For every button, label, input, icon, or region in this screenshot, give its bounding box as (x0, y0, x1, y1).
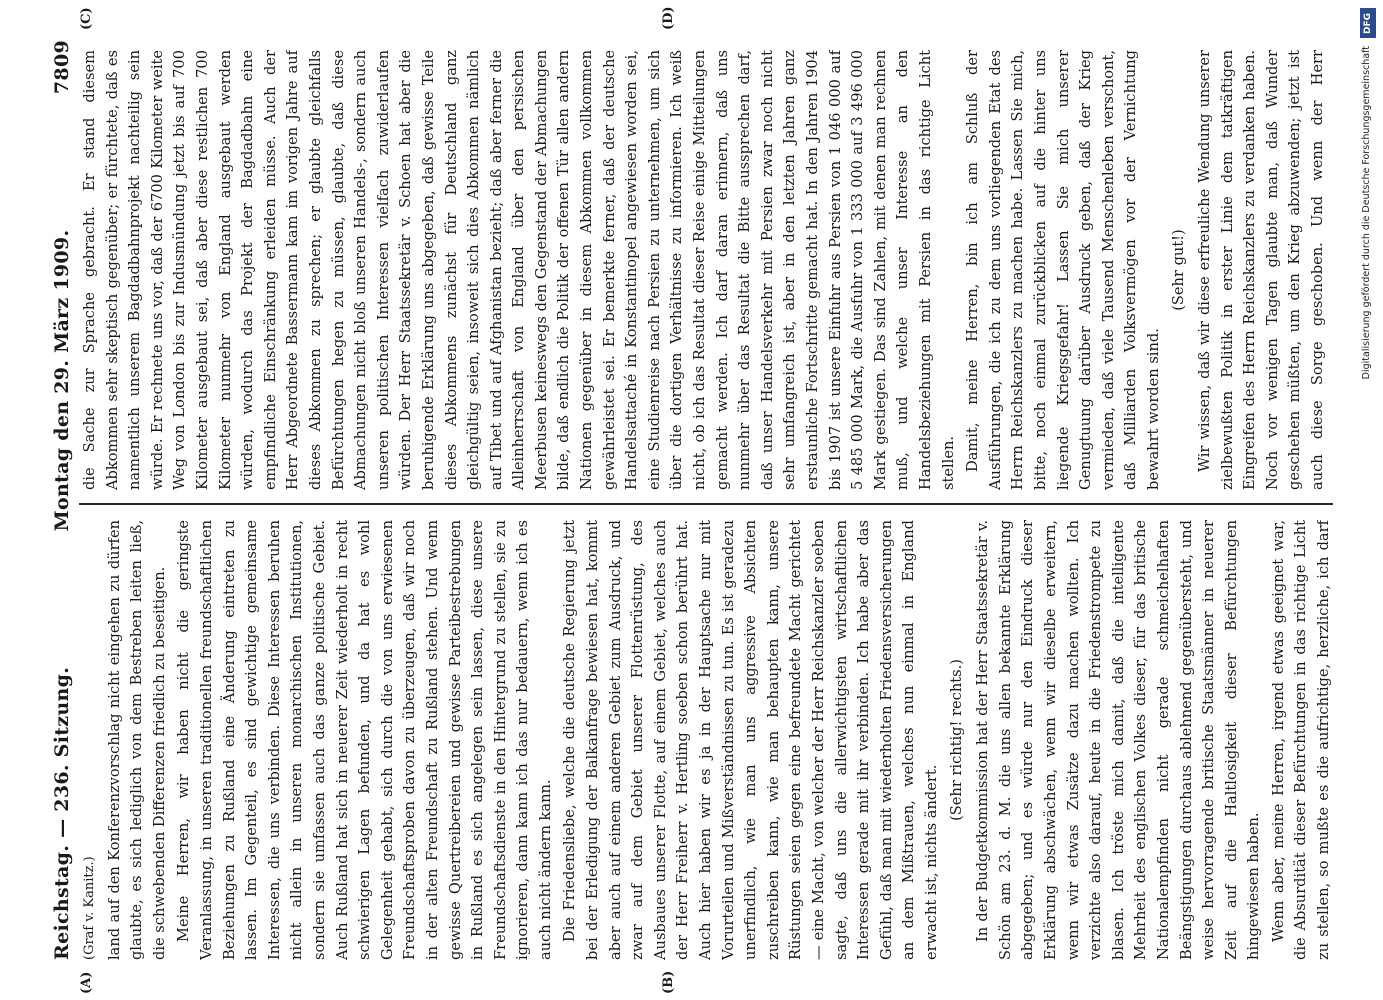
interjection: (Sehr gut!) (1169, 229, 1187, 311)
right-column (79, 50, 1333, 490)
paragraph: Damit, meine Herren, bin ich am Schluß der Ausführungen, die ich zu dem uns vorliegenden Etat des Herrn Reichskanzlers zu machen habe. Lassen Sie mich, bitte, noch einmal zurückblicken auf die hinter uns liegende Kriegsgefahr! Lassen Sie mich unserer Genugtuung darüber Ausdruck geben, daß der Krieg vermieden, daß viele Tausend Menschenleben verschont, daß Milliarden Volksvermögen vor der Vernichtung bewahrt worden sind. (964, 50, 1162, 490)
column-divider (79, 503, 1333, 505)
interjection: (Sehr richtig! rechts.) (947, 659, 965, 821)
paragraph: Die Friedensliebe, welche die deutsche Regierung jetzt bei der Erledigung der Balkanfrage bewiesen hat, kommt aber auch auf einem anderen Gebiet zum Ausdruck, und zwar auf dem Gebiet unserer Flottenrüstung, des Ausbaues unserer Flotte, auf einem Gebiet, welches auch der Herr Freiherr v. Hertling soeben schon berührt hat. Auch hier haben wir es ja in der Hauptsache nur mit Vorurteilen und Mißverständnissen zu tun. Es ist geradezu unerfindlich, wie man uns aggressive Absichten zuschreiben kann, wie man behaupten kann, unsere Rüstungen seien gegen eine befreundete Macht gerichtet — eine Macht, von welcher der Herr Reichskanzler soeben sagte, daß uns die allerwichtigsten wirtschaftlichen Interessen gerade mit ihr verbinden. Ich habe aber das Gefühl, daß man mit wiederholten Friedensversicherungen an dem Mißtrauen, welches nun einmal in England erwacht ist, nichts ändert. (561, 520, 940, 960)
paragraph: die Sache zur Sprache gebracht. Er stand diesem Abkommen sehr skeptisch gegenüber; er fürchtete, daß es namentlich unserem Bagdadbahnprojekt nachteilig sein würde. Er rechnete uns vor, daß der 6700 Kilometer weite Weg von London bis zur Indusmündung jetzt bis auf 700 Kilometer ausgebaut sei, daß aber diese restlichen 700 Kilometer nunmehr von England ausgebaut werden würden, wodurch das Projekt der Bagdadbahn eine empfindliche Einschränkung erleiden müsse. Auch der Herr Abgeordnete Bassermann kam im vorigen Jahre auf dieses Abkommen zu sprechen; er glaubte gleichfalls Befürchtungen hegen zu müssen, glaubte, daß diese Abmachungen nicht bloß unseren Handels-, sondern auch unseren politischen Interessen vielfach zuwiderlaufen würden. Der Herr Staatssekretär v. Schoen hat aber die beruhigende Erklärung uns abgegeben, daß gewisse Teile dieses Abkommens zunächst für Deutschland ganz gleichgültig seien, insoweit sich dies Abkommen nämlich auf Tibet und auf Afghanistan bezieht; daß aber ferner die Alleinherrschaft von England über den persischen Meerbusen keineswegs den Gegenstand der Abmachungen bilde, daß endlich die Politik der offenen Tür allen andern Nationen gegenüber in diesem Abkommen vollkommen gewährleistet sei. Er bemerkte ferner, daß der deutsche Handelsattaché in Konstantinopel angewiesen worden sei, eine Studienreise nach Persien zu unternehmen, um sich über die dortigen Verhältnisse zu informieren. Ich weiß nicht, ob ich das Resultat dieser Reise einige Mitteilungen gemacht werden. Ich darf daran erinnern, daß uns nunmehr über das Resultat die Bitte aussprechen darf, daß unser Handelsverkehr mit Persien zwar noch nicht sehr umfangreich ist, aber in den letzten Jahren ganz erstaunliche Fortschritte gemacht hat. In den Jahren 1904 bis 1907 ist unsere Einfuhr aus Persien von 1 046 000 auf 5 485 000 Mark, die Ausfuhr von 1 333 000 auf 3 496 000 Mark gestiegen. Das sind Zahlen, mit denen man rechnen muß, und welche unser Interesse an den Handelsbeziehungen mit Persien in das richtige Licht stellen. (81, 50, 957, 490)
header-page-number: 7809 (51, 40, 73, 95)
paragraph: land auf den Konferenzvorschlag nicht eingehen zu dürfen glaubte, es sich lediglich von dem Bestreben leiten ließ, die schwebenden Differenzen friedlich zu beseitigen. (105, 520, 168, 960)
paragraph: Wenn aber, meine Herren, irgend etwas geeignet war, die Absurdität dieser Befürchtungen in das richtige Licht zu stellen, so mußte es die aufrichtige, herzliche, ich darf (1269, 520, 1333, 960)
paragraph: Meine Herren, wir haben nicht die geringste Veranlassung, in unseren traditionellen freundschaftlichen Beziehungen zu Rußland eine Änderung eintreten zu lassen. Im Gegenteil, es sind gewichtige gemeinsame Interessen, die uns verbinden. Diese Interessen beruhen nicht allein in unseren monarchischen Institutionen, sondern sie umfassen auch das ganze politische Gebiet. Auch Rußland hat sich in neuerer Zeit wiederholt in recht schwierigen Lagen befunden, und da hat es wohl Gelegenheit gehabt, sich durch die von uns erwiesenen Freundschaftsproben davon zu überzeugen, daß wir noch in der alten Freundschaft zu Rußland stehen. Und wenn gewisse Quertreibereien und gewisse Parteibestrebungen in Rußland es sich angelegen sein lassen, diese unsere Freundschaftsdienste in den Hintergrund zu stellen, sie zu ignorieren, dann kann ich das nur bedauern, wenn ich es auch nicht ändern kann. (175, 520, 554, 960)
dfg-logo: DFG (1360, 8, 1376, 38)
margin-mark-d: (D) (661, 6, 676, 30)
header-session: Reichstag. — 236. Sitzung. (51, 666, 73, 960)
credit-text: Digitalisierung gefördert durch die Deutsche Forschungsgemeinschaft (1361, 46, 1372, 380)
margin-mark-c: (C) (79, 7, 94, 30)
page-header (39, 40, 73, 960)
scanned-page (21, 0, 1361, 1000)
speaker-note: (Graf v. Kanitz.) (82, 856, 97, 960)
header-date: Montag den 29. März 1909. (51, 229, 73, 532)
left-column (79, 520, 1333, 960)
margin-mark-b: (B) (661, 970, 676, 994)
paragraph: Wir wissen, daß wir diese erfreuliche Wendung unserer zielbewußten Politik in erster Linie dem tatkräftigen Eingreifen des Herrn Reichskanzlers zu verdanken haben. Noch vor wenigen Tagen glaubte man, daß Wunder geschehen müßten, um den Krieg abzuwenden; jetzt ist auch diese Sorge geschoben. Und wenn der Herr (1196, 50, 1327, 490)
digitization-credit (1359, 8, 1377, 988)
paragraph: In der Budgetkommission hat der Herr Staatssekretär v. Schön am 23. d. M. die uns allen bekannte Erklärung abgegeben; und es würde nur den Eindruck dieser Erklärung abschwächen, wenn wir dieselbe erweitern, wenn wir etwas Zusätze dazu machen wollten. Ich verzichte also darauf, heute in die Friedenstrompete zu blasen. Ich tröste mich damit, daß die intelligente Mehrheit des englischen Volkes dieser, für das britische Nationalempfinden nicht gerade schmeichelhaften Beängstigungen durchaus ablehnend gegenübersteht, und weise hervorragende britische Staatsmänner in neuerer Zeit auf die Haltlosigkeit dieser Befürchtungen hingewiesen haben. (974, 520, 1263, 960)
margin-mark-a: (A) (79, 971, 94, 994)
